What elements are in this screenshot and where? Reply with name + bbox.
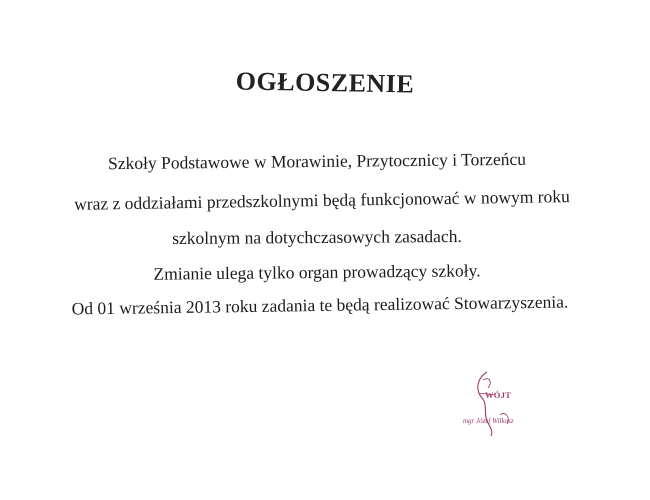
page-title: OGŁOSZENIE [235, 66, 415, 99]
stamp-name: mgr Józef Wilkosz [463, 417, 514, 425]
official-stamp [455, 360, 565, 440]
announcement-line-3: szkolnym na dotychczasowych zasadach. [172, 225, 462, 249]
announcement-line-1: Szkoły Podstawowe w Morawinie, Przytocznicy i Torzeńcu [107, 148, 527, 174]
signature-mark [455, 360, 565, 440]
stamp-title: WÓJT [485, 390, 512, 400]
announcement-line-4: Zmianie ulega tylko organ prowadzący szkoły. [153, 260, 481, 284]
announcement-line-2: wraz z oddziałami przedszkolnymi będą funkcjonować w nowym roku [74, 186, 570, 214]
announcement-line-5: Od 01 września 2013 roku zadania te będą realizować Stowarzyszenia. [71, 291, 569, 319]
